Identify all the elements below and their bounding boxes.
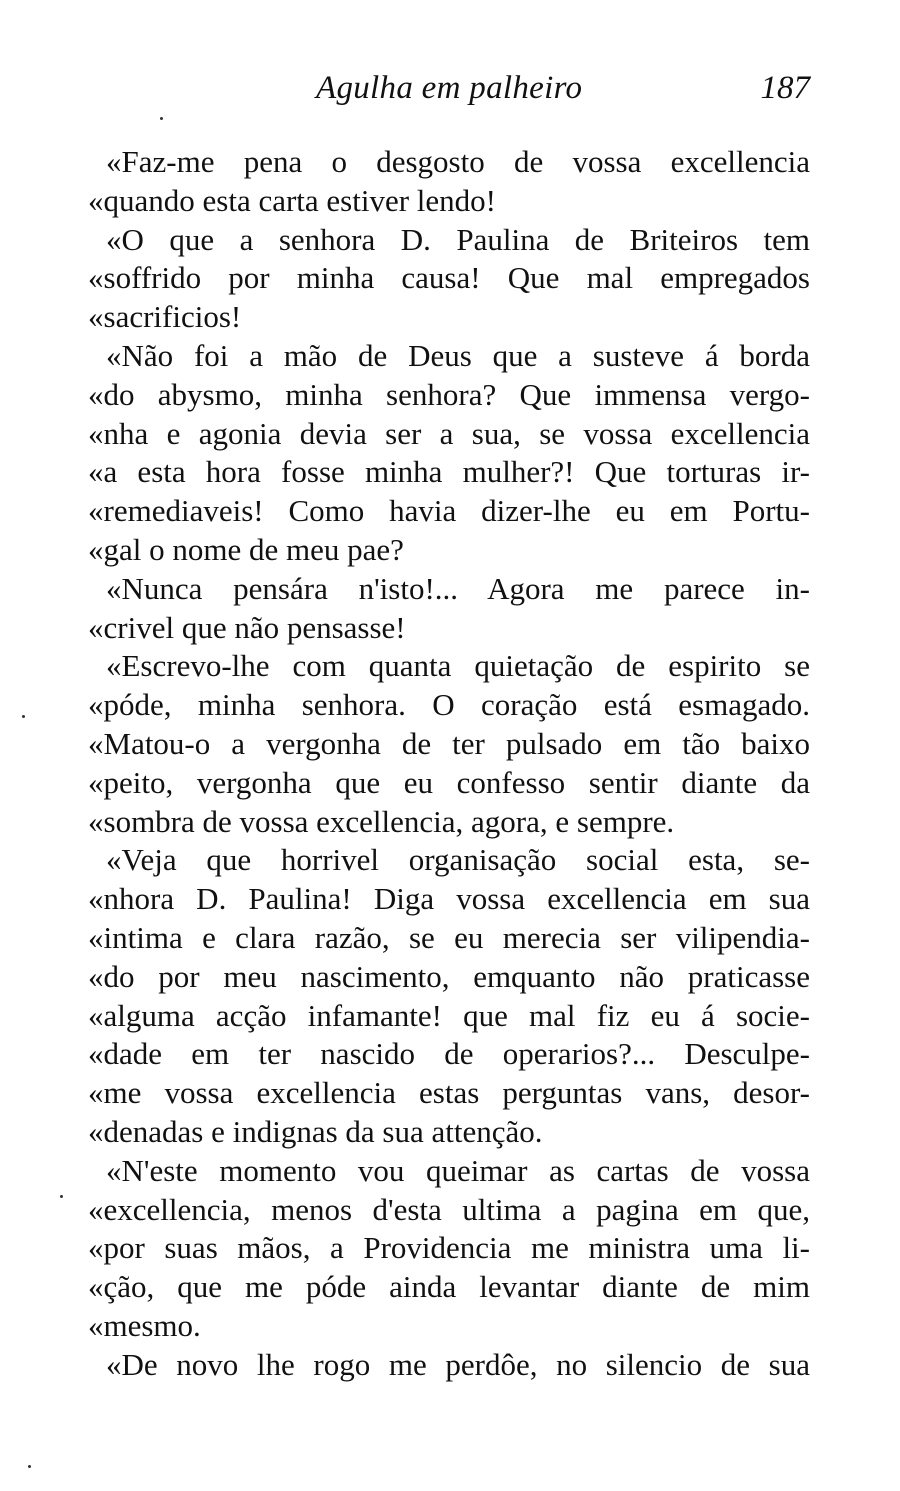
text-line: «sombra de vossa excellencia, agora, e sempre.: [88, 803, 675, 839]
text-line: «sacrificios!: [88, 299, 242, 335]
text-line: «crivel que não pensasse!: [88, 609, 406, 645]
text-line: «póde, minha senhora. O coração está esmagado.: [88, 687, 810, 723]
text-line: «excellencia, menos d'esta ultima a pagina em que,: [88, 1191, 810, 1227]
text-line: «soffrido por minha causa! Que mal empregados: [88, 260, 810, 296]
text-line: «me vossa excellencia estas perguntas vans, desor-: [88, 1075, 810, 1111]
text-line: «dade em ter nascido de operarios?... Desculpe-: [88, 1036, 810, 1072]
page-number: 187: [760, 70, 810, 106]
text-line: «denadas e indignas da sua attenção.: [88, 1113, 543, 1149]
paper-speck: [160, 117, 163, 120]
text-line: «nhora D. Paulina! Diga vossa excellencia em sua: [88, 881, 810, 917]
paper-speck: [28, 1465, 31, 1468]
text-line: «mesmo.: [88, 1307, 201, 1343]
page-header: [88, 70, 810, 120]
text-line: «De novo lhe rogo me perdôe, no silencio de sua: [106, 1346, 810, 1382]
body-text: [88, 143, 810, 1385]
text-line: «ção, que me póde ainda levantar diante de mim: [88, 1269, 810, 1305]
text-line: «alguma acção infamante! que mal fiz eu á socie-: [88, 997, 810, 1033]
text-line: «Escrevo-lhe com quanta quietação de espirito se: [106, 648, 810, 684]
text-line: «peito, vergonha que eu confesso sentir diante da: [88, 764, 810, 800]
text-line: «gal o nome de meu pae?: [88, 531, 404, 567]
text-line: «Veja que horrivel organisação social esta, se-: [106, 842, 810, 878]
text-line: «Não foi a mão de Deus que a susteve á borda: [106, 337, 810, 373]
text-line: «intima e clara razão, se eu merecia ser vilipendia-: [88, 919, 810, 955]
text-line: «por suas mãos, a Providencia me ministra uma li-: [88, 1230, 810, 1266]
paper-speck: [60, 1195, 63, 1198]
text-line: «Matou-o a vergonha de ter pulsado em tão baixo: [88, 725, 810, 761]
text-line: «nha e agonia devia ser a sua, se vossa excellencia: [88, 415, 810, 451]
text-line: «a esta hora fosse minha mulher?! Que torturas ir-: [88, 454, 810, 490]
text-line: «Faz-me pena o desgosto de vossa excellencia: [106, 144, 810, 179]
text-line: «remediaveis! Como havia dizer-lhe eu em Portu-: [88, 493, 810, 529]
text-line: «O que a senhora D. Paulina de Briteiros tem: [106, 221, 810, 257]
running-title: Agulha em palheiro: [316, 70, 583, 106]
text-line: «quando esta carta estiver lendo!: [88, 182, 496, 218]
text-line: «Nunca pensára n'isto!... Agora me parece in-: [106, 570, 810, 606]
text-line: «do abysmo, minha senhora? Que immensa vergo-: [88, 376, 810, 412]
text-line: «do por meu nascimento, emquanto não praticasse: [88, 958, 810, 994]
text-line: «N'este momento vou queimar as cartas de vossa: [106, 1152, 810, 1188]
paper-speck: [22, 715, 25, 718]
